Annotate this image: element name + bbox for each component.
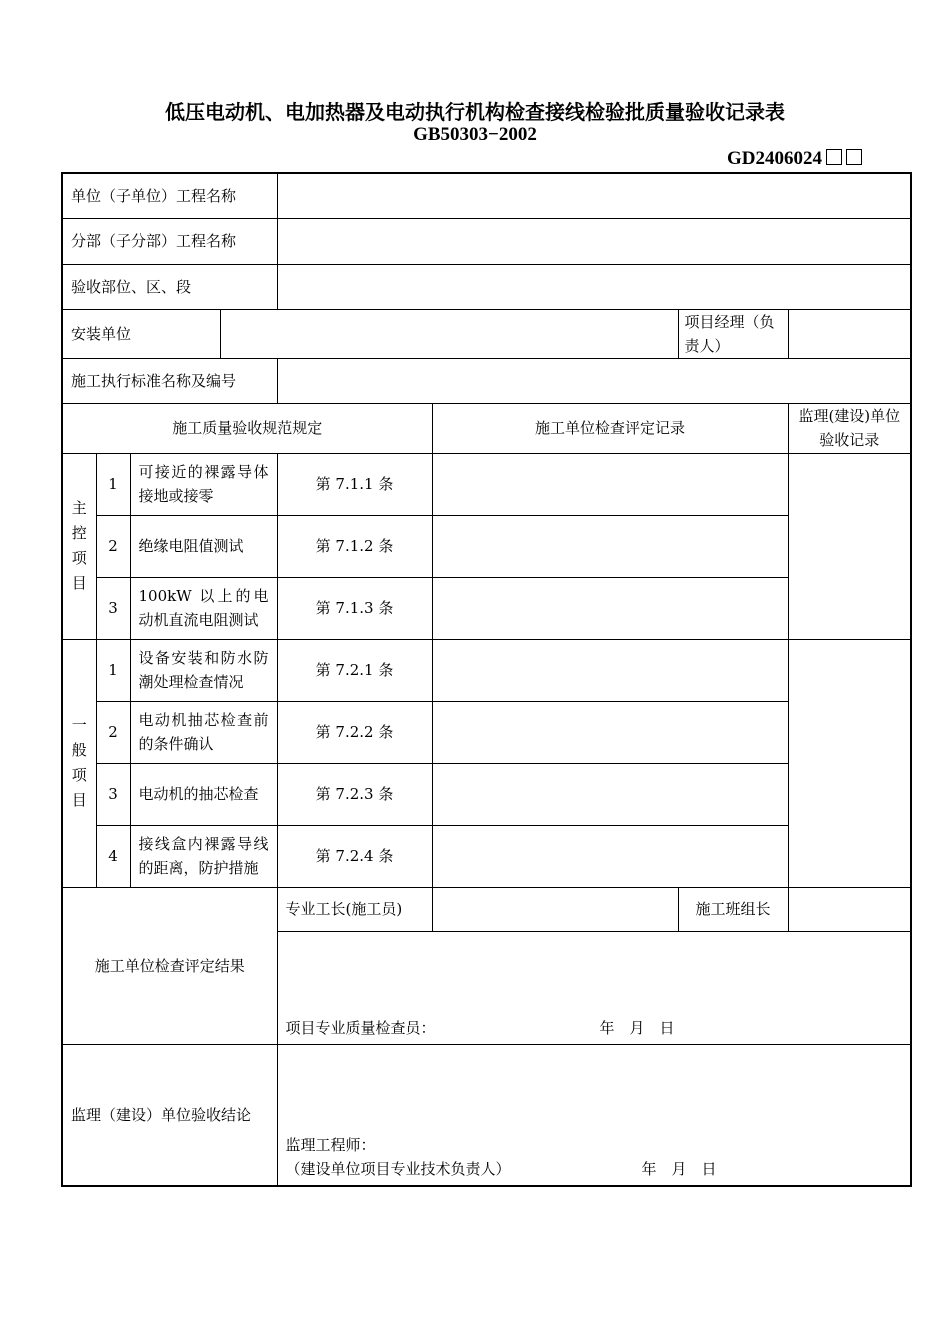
general-item-record[interactable] bbox=[432, 701, 788, 763]
general-item-clause: 第 7.2.3 条 bbox=[277, 763, 432, 825]
general-items-supervisor-record[interactable] bbox=[788, 639, 911, 887]
main-item-desc: 100kW 以上的电动机直流电阻测试 bbox=[130, 577, 277, 639]
construction-result-date: 年 月 日 bbox=[599, 1018, 675, 1037]
install-unit-label: 安装单位 bbox=[62, 309, 220, 358]
main-item-record[interactable] bbox=[432, 515, 788, 577]
general-item-clause: 第 7.2.1 条 bbox=[277, 639, 432, 701]
project-manager-label: 项目经理（负责人） bbox=[678, 309, 788, 358]
main-item-clause: 第 7.1.1 条 bbox=[277, 453, 432, 515]
general-item-clause: 第 7.2.4 条 bbox=[277, 825, 432, 887]
code-box-1[interactable] bbox=[826, 149, 842, 165]
general-item-no: 4 bbox=[96, 825, 130, 887]
general-item-desc: 设备安装和防水防潮处理检查情况 bbox=[130, 639, 277, 701]
main-item-clause: 第 7.1.3 条 bbox=[277, 577, 432, 639]
sub-project-value[interactable] bbox=[277, 218, 911, 264]
unit-project-value[interactable] bbox=[277, 173, 911, 218]
form-title: 低压电动机、电加热器及电动执行机构检查接线检验批质量验收记录表 bbox=[165, 100, 785, 124]
inspection-part-label: 验收部位、区、段 bbox=[62, 264, 277, 309]
quality-inspector-label: 项目专业质量检查员： bbox=[285, 1018, 436, 1037]
main-items-supervisor-record[interactable] bbox=[788, 453, 911, 639]
main-item-record[interactable] bbox=[432, 453, 788, 515]
standard-name-value[interactable] bbox=[277, 358, 911, 403]
standard-name-label: 施工执行标准名称及编号 bbox=[62, 358, 277, 403]
code-box-2[interactable] bbox=[846, 149, 862, 165]
standard-number: GB50303−2002 bbox=[413, 124, 537, 145]
main-item-no: 2 bbox=[96, 515, 130, 577]
record-column-header: 施工单位检查评定记录 bbox=[432, 403, 788, 453]
general-item-desc: 接线盒内裸露导线的距离，防护措施 bbox=[130, 825, 277, 887]
install-unit-value[interactable] bbox=[220, 309, 678, 358]
general-item-record[interactable] bbox=[432, 825, 788, 887]
main-item-record[interactable] bbox=[432, 577, 788, 639]
general-item-record[interactable] bbox=[432, 763, 788, 825]
unit-project-label: 单位（子单位）工程名称 bbox=[62, 173, 277, 218]
main-item-desc: 绝缘电阻值测试 bbox=[130, 515, 277, 577]
project-manager-value[interactable] bbox=[788, 309, 911, 358]
main-item-clause: 第 7.1.2 条 bbox=[277, 515, 432, 577]
form-code bbox=[727, 148, 862, 170]
team-leader-label: 施工班组长 bbox=[678, 887, 788, 931]
supervising-engineer-label: 监理工程师： bbox=[285, 1136, 376, 1154]
inspection-record-table bbox=[61, 172, 912, 1187]
main-item-no: 1 bbox=[96, 453, 130, 515]
supervision-conclusion-label: 监理（建设）单位验收结论 bbox=[62, 1044, 277, 1186]
general-items-label: 一般项目 bbox=[62, 639, 96, 887]
construction-result-area[interactable] bbox=[277, 931, 911, 1044]
general-item-record[interactable] bbox=[432, 639, 788, 701]
main-item-desc: 可接近的裸露导体接地或接零 bbox=[130, 453, 277, 515]
foreman-label: 专业工长(施工员) bbox=[277, 887, 432, 931]
sub-project-label: 分部（子分部）工程名称 bbox=[62, 218, 277, 264]
team-leader-value[interactable] bbox=[788, 887, 911, 931]
form-code-text: GD2406024 bbox=[727, 148, 822, 169]
main-item-no: 3 bbox=[96, 577, 130, 639]
general-item-clause: 第 7.2.2 条 bbox=[277, 701, 432, 763]
main-items-label: 主控项目 bbox=[62, 453, 96, 639]
general-item-no: 2 bbox=[96, 701, 130, 763]
general-item-desc: 电动机抽芯检查前的条件确认 bbox=[130, 701, 277, 763]
general-item-no: 1 bbox=[96, 639, 130, 701]
spec-column-header: 施工质量验收规范规定 bbox=[62, 403, 432, 453]
supervision-conclusion-area[interactable] bbox=[277, 1044, 911, 1186]
supervision-conclusion-date: 年 月 日 bbox=[641, 1160, 717, 1178]
general-item-desc: 电动机的抽芯检查 bbox=[130, 763, 277, 825]
general-item-no: 3 bbox=[96, 763, 130, 825]
foreman-value[interactable] bbox=[432, 887, 678, 931]
supervisor-column-header: 监理(建设)单位验收记录 bbox=[788, 403, 911, 453]
inspection-part-value[interactable] bbox=[277, 264, 911, 309]
owner-technical-rep-label: （建设单位项目专业技术负责人） bbox=[285, 1160, 511, 1178]
construction-result-label: 施工单位检查评定结果 bbox=[62, 887, 277, 1044]
